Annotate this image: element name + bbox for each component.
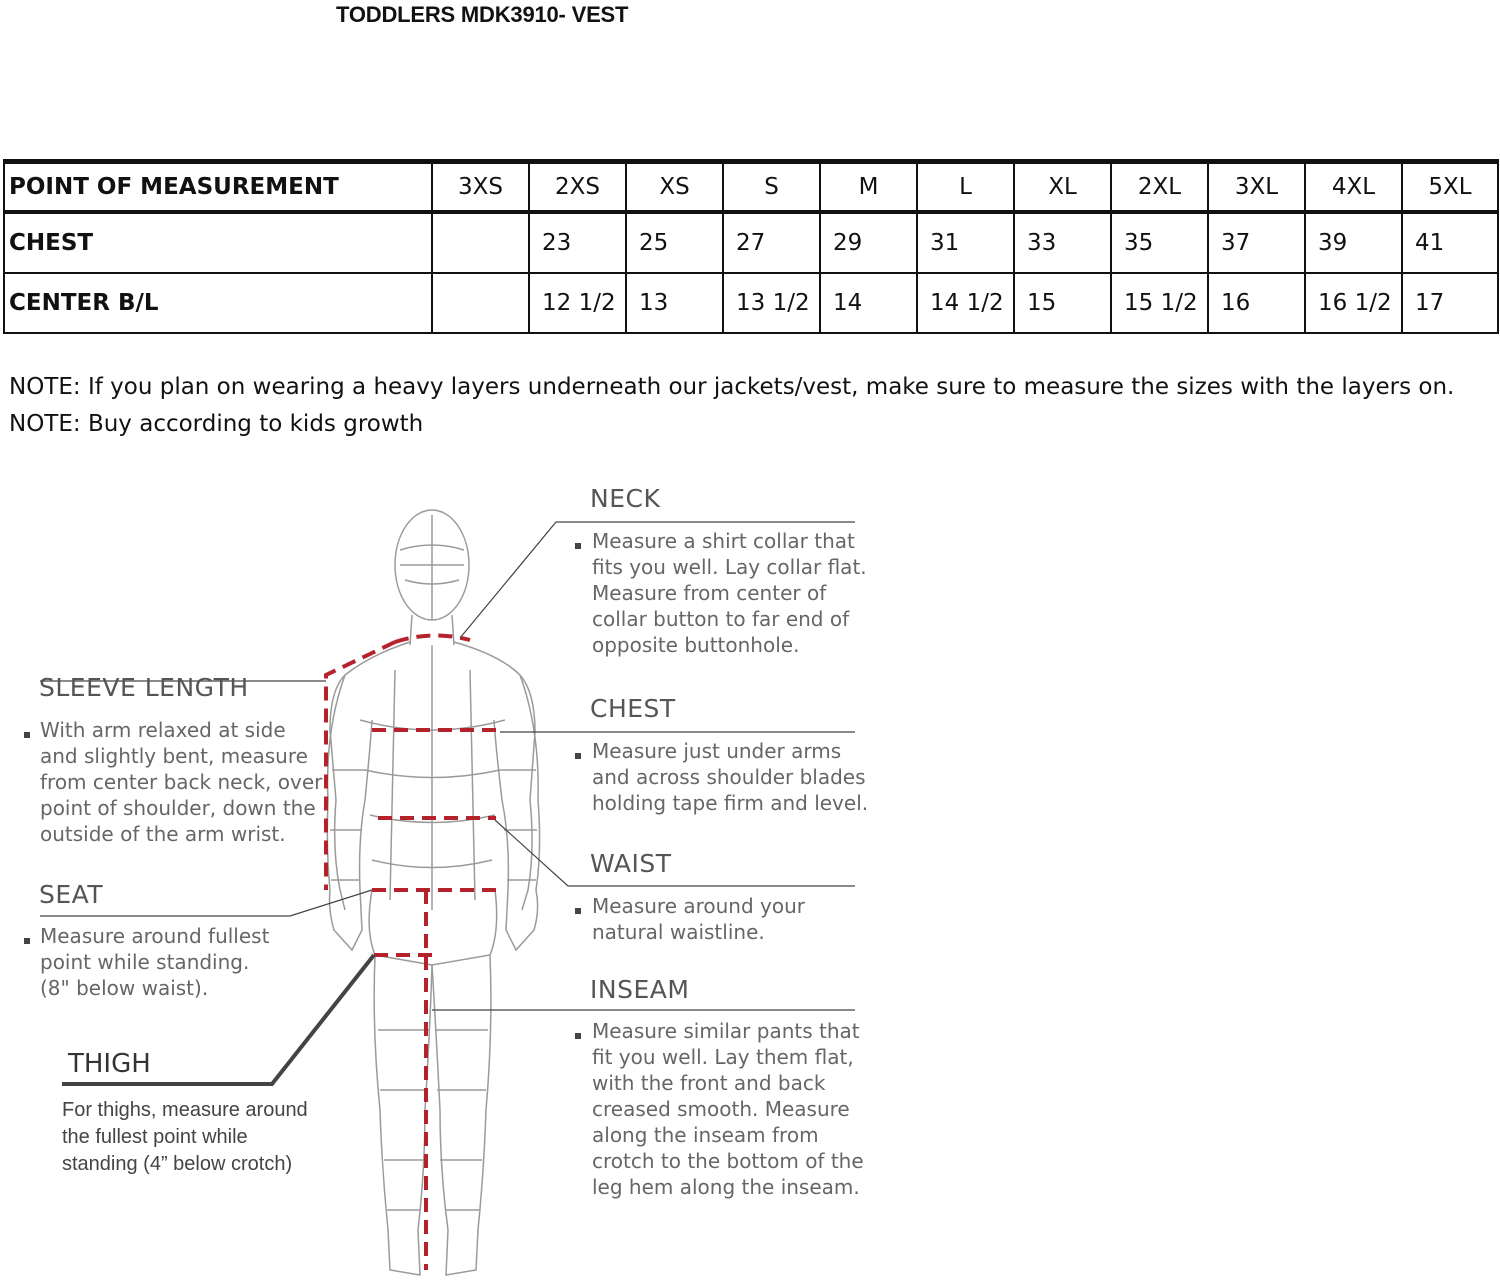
sleeve-line: outside of the arm wrist. bbox=[40, 822, 286, 846]
waist-line: natural waistline. bbox=[592, 920, 765, 944]
sleeve-text bbox=[40, 717, 322, 847]
thigh-line: the fullest point while bbox=[62, 1126, 248, 1148]
table-header-row bbox=[4, 162, 1498, 213]
inseam-text bbox=[592, 1018, 864, 1200]
table-cell: 27 bbox=[723, 212, 820, 273]
table-row bbox=[4, 273, 1498, 333]
chest-text bbox=[592, 738, 868, 816]
table-header-cell: 4XL bbox=[1305, 162, 1402, 213]
table-cell: 41 bbox=[1402, 212, 1498, 273]
waist-heading: WAIST bbox=[590, 849, 672, 878]
neck-line: fits you well. Lay collar flat. bbox=[592, 555, 867, 579]
thigh-heading: THIGH bbox=[68, 1049, 151, 1079]
table-cell: 16 bbox=[1208, 273, 1305, 333]
table-cell: 29 bbox=[820, 212, 917, 273]
chest-line: and across shoulder blades bbox=[592, 765, 866, 789]
measurement-guide bbox=[0, 470, 1500, 1286]
table-cell: 39 bbox=[1305, 212, 1402, 273]
inseam-line: leg hem along the inseam. bbox=[592, 1175, 860, 1199]
table-cell: 23 bbox=[529, 212, 626, 273]
table-cell: 14 bbox=[820, 273, 917, 333]
neck-line: collar button to far end of bbox=[592, 607, 850, 631]
thigh-line: standing (4” below crotch) bbox=[62, 1153, 293, 1175]
sleeve-line: and slightly bent, measure bbox=[40, 744, 308, 768]
table-cell bbox=[432, 273, 529, 333]
seat-line: point while standing. bbox=[40, 950, 250, 974]
inseam-line: with the front and back bbox=[592, 1071, 826, 1095]
table-row bbox=[4, 212, 1498, 273]
sleeve-line: point of shoulder, down the bbox=[40, 796, 316, 820]
page-title: TODDLERS MDK3910- VEST bbox=[336, 2, 629, 27]
seat-line: Measure around fullest bbox=[40, 924, 270, 948]
table-header-cell: 3XS bbox=[432, 162, 529, 213]
sleeve-heading: SLEEVE LENGTH bbox=[39, 673, 249, 702]
inseam-heading: INSEAM bbox=[590, 975, 690, 1004]
inseam-line: creased smooth. Measure bbox=[592, 1097, 850, 1121]
bullet-icon bbox=[24, 938, 30, 944]
neck-line: Measure from center of bbox=[592, 581, 827, 605]
seat-line: (8" below waist). bbox=[40, 976, 209, 1000]
waist-text bbox=[592, 893, 805, 945]
table-cell: 14 1/2 bbox=[917, 273, 1014, 333]
table-cell: 25 bbox=[626, 212, 723, 273]
row-label: CHEST bbox=[4, 212, 432, 273]
chest-heading: CHEST bbox=[590, 694, 676, 723]
bullet-icon bbox=[24, 732, 30, 738]
neck-heading: NECK bbox=[590, 484, 661, 513]
chest-line: holding tape firm and level. bbox=[592, 791, 869, 815]
note-layers: NOTE: If you plan on wearing a heavy layers underneath our jackets/vest, make sure to measure the sizes with the layers on. bbox=[9, 374, 1455, 400]
table-cell: 37 bbox=[1208, 212, 1305, 273]
table-cell: 13 1/2 bbox=[723, 273, 820, 333]
bullet-icon bbox=[575, 1033, 581, 1039]
chest-line: Measure just under arms bbox=[592, 739, 842, 763]
inseam-line: fit you well. Lay them flat, bbox=[592, 1045, 854, 1069]
table-cell: 31 bbox=[917, 212, 1014, 273]
thigh-text bbox=[62, 1097, 308, 1178]
thigh-line: For thighs, measure around bbox=[62, 1099, 308, 1121]
waist-line: Measure around your bbox=[592, 894, 806, 918]
table-header-cell: M bbox=[820, 162, 917, 213]
table-cell: 13 bbox=[626, 273, 723, 333]
inseam-line: Measure similar pants that bbox=[592, 1019, 860, 1043]
table-cell: 33 bbox=[1014, 212, 1111, 273]
table-header-cell: POINT OF MEASUREMENT bbox=[4, 162, 432, 213]
table-cell: 16 1/2 bbox=[1305, 273, 1402, 333]
table-cell: 17 bbox=[1402, 273, 1498, 333]
row-label: CENTER B/L bbox=[4, 273, 432, 333]
seat-text bbox=[40, 923, 269, 1001]
neck-line: Measure a shirt collar that bbox=[592, 529, 855, 553]
table-header-cell: 2XL bbox=[1111, 162, 1208, 213]
bullet-icon bbox=[575, 753, 581, 759]
table-header-cell: 5XL bbox=[1402, 162, 1498, 213]
table-header-cell: XS bbox=[626, 162, 723, 213]
table-header-cell: XL bbox=[1014, 162, 1111, 213]
seat-heading: SEAT bbox=[39, 880, 104, 909]
table-cell: 35 bbox=[1111, 212, 1208, 273]
table-header-cell: 3XL bbox=[1208, 162, 1305, 213]
sleeve-line: With arm relaxed at side bbox=[40, 718, 286, 742]
table-cell bbox=[432, 212, 529, 273]
inseam-line: crotch to the bottom of the bbox=[592, 1149, 864, 1173]
sleeve-line: from center back neck, over bbox=[40, 770, 323, 794]
table-header-cell: 2XS bbox=[529, 162, 626, 213]
bullet-icon bbox=[575, 543, 581, 549]
neck-text bbox=[592, 528, 867, 658]
inseam-line: along the inseam from bbox=[592, 1123, 819, 1147]
table-header-cell: L bbox=[917, 162, 1014, 213]
size-table bbox=[3, 159, 1499, 334]
note-growth: NOTE: Buy according to kids growth bbox=[9, 411, 424, 437]
bullet-icon bbox=[575, 908, 581, 914]
table-header-cell: S bbox=[723, 162, 820, 213]
table-cell: 15 bbox=[1014, 273, 1111, 333]
table-cell: 12 1/2 bbox=[529, 273, 626, 333]
neck-line: opposite buttonhole. bbox=[592, 633, 800, 657]
table-cell: 15 1/2 bbox=[1111, 273, 1208, 333]
